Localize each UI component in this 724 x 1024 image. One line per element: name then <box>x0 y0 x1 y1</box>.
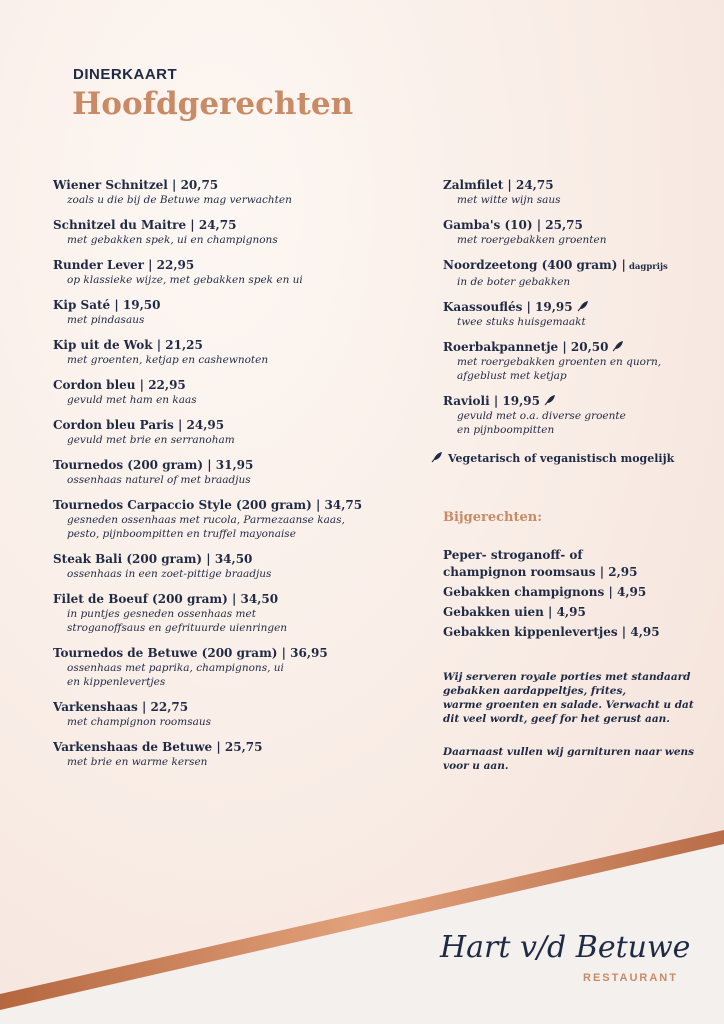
page-title: Hoofdgerechten <box>72 86 354 122</box>
dish-name: Gamba's (10) | 25,75 <box>443 218 583 232</box>
dish-name: Cordon bleu Paris | 24,95 <box>53 418 225 432</box>
dish-description: ossenhaas naturel of met braadjus <box>67 474 251 486</box>
dish-name: Ravioli | 19,95 <box>443 394 540 408</box>
side-item: Peper- stroganoff- of champignon roomsaus | 2,95 <box>443 548 638 579</box>
dish-description: gevuld met ham en kaas <box>67 394 197 406</box>
dish-item <box>53 699 393 729</box>
dish-name: Kip Saté | 19,50 <box>53 298 161 312</box>
dish-description: met gebakken spek, ui en champignons <box>67 234 278 246</box>
dish-item <box>53 417 393 447</box>
dish-description: op klassieke wijze, met gebakken spek en ui <box>67 274 303 286</box>
dish-item <box>443 393 703 437</box>
vegetarian-note <box>431 451 703 466</box>
dish-item <box>53 497 393 541</box>
dish-description: ossenhaas met paprika, champignons, ui en kippenlevertjes <box>67 662 284 688</box>
leaf-icon <box>612 340 624 352</box>
dish-description: met champignon roomsaus <box>67 716 211 728</box>
dish-item <box>443 177 703 207</box>
dish-name: Steak Bali (200 gram) | 34,50 <box>53 552 253 566</box>
garnish-note: Daarnaast vullen wij garnituren naar wens voor u aan. <box>443 746 695 772</box>
dish-item <box>443 257 703 289</box>
dish-item <box>53 645 393 689</box>
side-item: Gebakken uien | 4,95 <box>443 605 586 619</box>
dish-name: Filet de Boeuf (200 gram) | 34,50 <box>53 592 279 606</box>
vegetarian-note-text: Vegetarisch of veganistisch mogelijk <box>448 452 675 465</box>
dish-name: Zalmfilet | 24,75 <box>443 178 554 192</box>
dish-name: Noordzeetong (400 gram) | <box>443 258 626 272</box>
dish-description: in de boter gebakken <box>457 276 571 288</box>
dish-description: met groenten, ketjap en cashewnoten <box>67 354 269 366</box>
side-item: Gebakken champignons | 4,95 <box>443 585 647 599</box>
dish-item <box>53 217 393 247</box>
sides-title: Bijgerechten: <box>443 510 543 525</box>
dish-description: met witte wijn saus <box>457 194 561 206</box>
dish-description: met roergebakken groenten en quorn, afgeblust met ketjap <box>457 356 662 382</box>
dish-description: gevuld met o.a. diverse groente en pijnboompitten <box>457 410 626 436</box>
decorative-bottom-band <box>0 820 724 1024</box>
dish-name: Tournedos (200 gram) | 31,95 <box>53 458 254 472</box>
dish-name: Roerbakpannetje | 20,50 <box>443 340 609 354</box>
dish-item <box>443 217 703 247</box>
dish-name: Schnitzel du Maitre | 24,75 <box>53 218 237 232</box>
leaf-icon <box>431 451 443 463</box>
dish-item <box>443 299 703 329</box>
dish-description: zoals u die bij de Betuwe mag verwachten <box>67 194 292 206</box>
restaurant-logo-subtitle: RESTAURANT <box>583 972 678 984</box>
dish-description: ossenhaas in een zoet-pittige braadjus <box>67 568 272 580</box>
dish-name: Cordon bleu | 22,95 <box>53 378 186 392</box>
dish-item <box>53 377 393 407</box>
dish-name: Runder Lever | 22,95 <box>53 258 195 272</box>
side-item: Gebakken kippenlevertjes | 4,95 <box>443 625 660 639</box>
portions-note: Wij serveren royale porties met standaard gebakken aardappeltjes, frites, warme groenten en salade. Verwacht u dat dit veel wordt, geef for het gerust aan. <box>443 671 694 725</box>
dish-name-row <box>443 257 703 275</box>
dagprijs-label: dagprijs <box>628 262 668 272</box>
dish-item <box>53 457 393 487</box>
dish-name: Varkenshaas de Betuwe | 25,75 <box>53 740 263 754</box>
right-dish-column <box>443 177 703 466</box>
dish-description: gesneden ossenhaas met rucola, Parmezaanse kaas, pesto, pijnboompitten en truffel mayonaise <box>67 514 345 540</box>
sides-list <box>443 547 703 641</box>
dish-name: Tournedos de Betuwe (200 gram) | 36,95 <box>53 646 328 660</box>
restaurant-logo: Hart v/d Betuwe <box>440 930 691 965</box>
menu-kicker: DINERKAART <box>73 66 178 83</box>
dish-name: Kip uit de Wok | 21,25 <box>53 338 203 352</box>
dish-name: Wiener Schnitzel | 20,75 <box>53 178 219 192</box>
dish-item <box>53 297 393 327</box>
dish-description: met brie en warme kersen <box>67 756 208 768</box>
dish-name-row <box>443 393 703 409</box>
dish-description: twee stuks huisgemaakt <box>457 316 586 328</box>
dish-description: gevuld met brie en serranoham <box>67 434 235 446</box>
dish-description: met roergebakken groenten <box>457 234 607 246</box>
dish-item <box>53 739 393 769</box>
dish-name-row <box>443 339 703 355</box>
dish-item <box>53 257 393 287</box>
leaf-icon <box>577 300 589 312</box>
dish-item <box>53 337 393 367</box>
dish-item <box>443 339 703 383</box>
dish-name: Kaassouflés | 19,95 <box>443 300 573 314</box>
dish-name-row <box>443 299 703 315</box>
dish-description: met pindasaus <box>67 314 145 326</box>
dish-item <box>53 591 393 635</box>
left-dish-column <box>53 177 393 779</box>
dish-item <box>53 551 393 581</box>
dish-item <box>53 177 393 207</box>
leaf-icon <box>544 394 556 406</box>
dish-name: Varkenshaas | 22,75 <box>53 700 189 714</box>
dish-description: in puntjes gesneden ossenhaas met stroganoffsaus en gefrituurde uienringen <box>67 608 288 634</box>
dish-name: Tournedos Carpaccio Style (200 gram) | 34,75 <box>53 498 363 512</box>
